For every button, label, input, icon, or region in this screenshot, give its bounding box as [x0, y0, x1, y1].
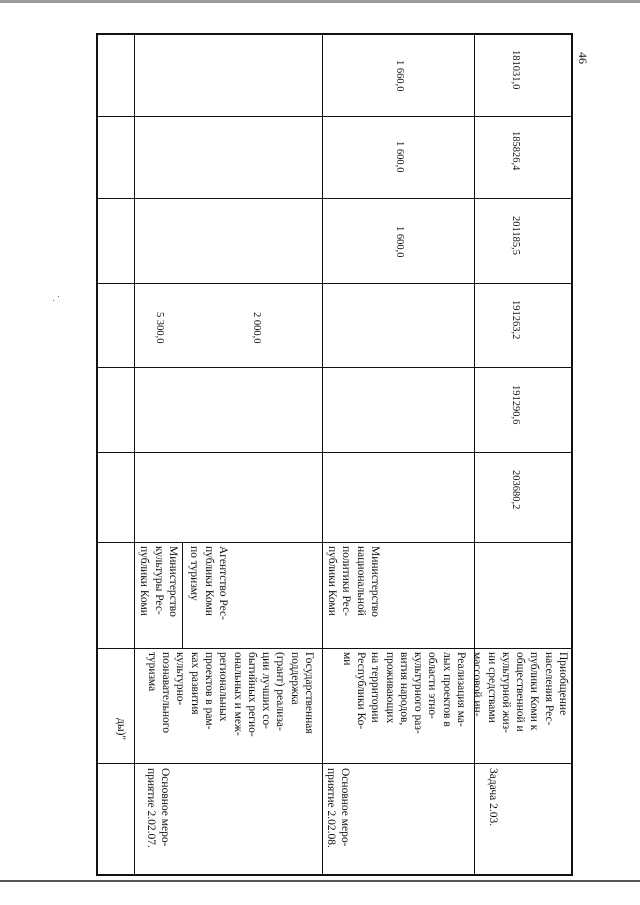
value-cell: 1 600,0 [394, 226, 405, 258]
row-label: Основное меро- приятие 2.02.08. [324, 768, 351, 848]
row-separator [134, 33, 135, 876]
row-label: Задача 2.03. [487, 768, 499, 827]
row-label: Основное меро- приятие 2.02.07. [144, 768, 171, 848]
value-cell: 185826,4 [510, 131, 521, 171]
column-separator [96, 367, 573, 368]
table-border-left [96, 33, 98, 876]
value-cell: 1 660,0 [394, 60, 405, 92]
column-separator [96, 198, 573, 199]
scan-edge-bottom [0, 880, 640, 882]
value-cell: 1 600,0 [394, 141, 405, 173]
value-cell: 5 300,0 [154, 312, 165, 344]
table-border-top [96, 33, 573, 35]
table-border-bottom [96, 874, 573, 876]
column-separator [96, 452, 573, 453]
value-cell: 191290,6 [510, 385, 521, 425]
row-description: Реализация ма- лых проектов в области этно- культурного раз- вития народов, проживающих на территории Республики Ко- ми [340, 652, 467, 734]
table-border-right [571, 33, 573, 876]
scan-speck [53, 300, 54, 301]
value-cell: 201185,5 [510, 216, 521, 255]
row-description: Приобщение населения Рес- публики Коми к общественной и культурной жиз- ни средствами массовой ин- [471, 652, 569, 733]
column-separator [96, 116, 573, 117]
page-number: 46 [576, 52, 590, 64]
row-separator [474, 33, 475, 876]
row-description: Государственная поддержка (грант) реализа- ции лучших со- бытийных регио- ональных и меж- региональных проектов в рам- ках развития культурно- познавательного туризма [145, 652, 315, 737]
header-fragment: ды)" [115, 718, 127, 741]
column-separator [96, 283, 573, 284]
value-cell: 203680,2 [510, 470, 521, 510]
column-separator [96, 763, 573, 764]
column-separator [96, 542, 573, 543]
column-separator [96, 648, 573, 649]
value-cell: 2 000,0 [251, 312, 262, 344]
executor-name: Агентство Рес- публики Коми по туризму [188, 546, 229, 620]
executor-separator [182, 542, 183, 648]
executor-name: Министерство национальной политики Рес- публики Коми [326, 546, 381, 617]
value-cell: 191263,2 [510, 300, 521, 340]
scan-speck [58, 296, 59, 297]
value-cell: 181031,0 [510, 50, 521, 90]
row-separator [322, 33, 323, 876]
executor-name: Министерство культуры Рес- публики Коми [138, 546, 179, 617]
scan-edge-top [0, 0, 640, 3]
